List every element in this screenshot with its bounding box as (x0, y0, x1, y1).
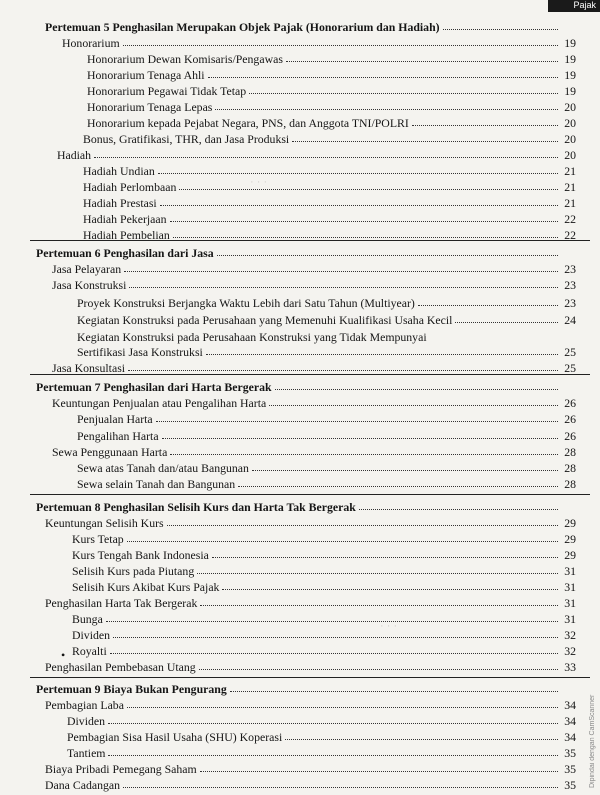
toc-entry[interactable]: Pengalihan Harta 26 (77, 429, 576, 443)
toc-entry[interactable]: Sewa selain Tanah dan Bangunan 28 (77, 477, 576, 491)
toc-entry[interactable]: Honorarium Dewan Komisaris/Pengawas 19 (87, 52, 576, 66)
toc-entry[interactable]: Bunga 31 (72, 612, 576, 626)
section-divider (30, 494, 590, 495)
toc-entry[interactable]: Honorarium Tenaga Lepas 20 (87, 100, 576, 114)
toc-entry[interactable]: Dana Cadangan 35 (45, 778, 576, 792)
section-title[interactable]: Pertemuan 6 Penghasilan dari Jasa (36, 244, 576, 260)
toc-entry[interactable]: Honorarium Pegawai Tidak Tetap 19 (87, 84, 576, 98)
toc-entry[interactable]: Selisih Kurs Akibat Kurs Pajak 31 (72, 580, 576, 594)
section-title[interactable]: Pertemuan 5 Penghasilan Merupakan Objek Pajak (Honorarium dan Hadiah) (45, 18, 576, 34)
toc-entry[interactable]: Penghasilan Pembebasan Utang 33 (45, 660, 576, 674)
toc-entry[interactable]: Jasa Konstruksi 23 (52, 278, 576, 292)
toc-entry[interactable]: Dividen 34 (67, 714, 576, 728)
toc-entry[interactable]: Jasa Konsultasi 25 (52, 361, 576, 375)
toc-entry[interactable]: Royalti 32 (72, 644, 576, 658)
section-divider (30, 374, 590, 375)
section-divider (30, 240, 590, 241)
toc-entry[interactable]: Sewa atas Tanah dan/atau Bangunan 28 (77, 461, 576, 475)
toc-entry[interactable]: Keuntungan Penjualan atau Pengalihan Harta 26 (52, 396, 576, 410)
section-divider (30, 677, 590, 678)
toc-entry[interactable]: Hadiah Perlombaan 21 (83, 180, 576, 194)
toc-entry[interactable]: Penghasilan Harta Tak Bergerak 31 (45, 596, 576, 610)
toc-entry[interactable]: Proyek Konstruksi Berjangka Waktu Lebih dari Satu Tahun (Multiyear) 23 (77, 296, 576, 310)
toc-entry[interactable]: Kurs Tengah Bank Indonesia 29 (72, 548, 576, 562)
toc-entry[interactable]: Honorarium Tenaga Ahli 19 (87, 68, 576, 82)
toc-entry[interactable]: Bonus, Gratifikasi, THR, dan Jasa Produksi 20 (83, 132, 576, 146)
toc-entry[interactable]: Penjualan Harta 26 (77, 412, 576, 426)
toc-entry[interactable]: Pembagian Sisa Hasil Usaha (SHU) Koperasi 34 (67, 730, 576, 744)
toc-entry[interactable]: Biaya Pribadi Pemegang Saham 35 (45, 762, 576, 776)
toc-entry: Kegiatan Konstruksi pada Perusahaan Konstruksi yang Tidak Mempunyai (77, 330, 427, 344)
toc-entry[interactable]: Keuntungan Selisih Kurs 29 (45, 516, 576, 530)
toc-entry[interactable]: Hadiah 20 (57, 148, 576, 162)
toc-entry[interactable]: Hadiah Pekerjaan 22 (83, 212, 576, 226)
toc-entry[interactable]: Kegiatan Konstruksi pada Perusahaan yang Memenuhi Kualifikasi Usaha Kecil 24 (77, 313, 576, 327)
section-title[interactable]: Pertemuan 8 Penghasilan Selisih Kurs dan Harta Tak Bergerak (36, 498, 576, 514)
section-title[interactable]: Pertemuan 7 Penghasilan dari Harta Bergerak (36, 378, 576, 394)
toc-entry[interactable]: Hadiah Undian 21 (83, 164, 576, 178)
toc-entry[interactable]: Jasa Pelayaran 23 (52, 262, 576, 276)
toc-entry[interactable]: Tantiem 35 (67, 746, 576, 760)
toc-entry[interactable]: Honorarium kepada Pejabat Negara, PNS, dan Anggota TNI/POLRI 20 (87, 116, 576, 130)
toc-entry[interactable]: Sewa Penggunaan Harta 28 (52, 445, 576, 459)
corner-label: Pajak (548, 0, 600, 12)
toc-entry[interactable]: Honorarium 19 (62, 36, 576, 50)
toc-entry[interactable]: Selisih Kurs pada Piutang 31 (72, 564, 576, 578)
bleed-through-text: · · · (250, 176, 268, 188)
section-title[interactable]: Pertemuan 9 Biaya Bukan Pengurang (36, 680, 576, 696)
bullet-mark: • (61, 648, 66, 662)
toc-entry[interactable]: Sertifikasi Jasa Konstruksi 25 (77, 345, 576, 359)
toc-entry[interactable]: Pembagian Laba 34 (45, 698, 576, 712)
toc-entry[interactable]: Hadiah Prestasi 21 (83, 196, 576, 210)
toc-entry[interactable]: Dividen 32 (72, 628, 576, 642)
bleed-through-text: · · · (380, 620, 398, 632)
toc-entry[interactable]: Kurs Tetap 29 (72, 532, 576, 546)
scanner-watermark: Dipindai dengan CamScanner (589, 694, 596, 788)
toc-entry[interactable]: Hadiah Pembelian 22 (83, 228, 576, 242)
